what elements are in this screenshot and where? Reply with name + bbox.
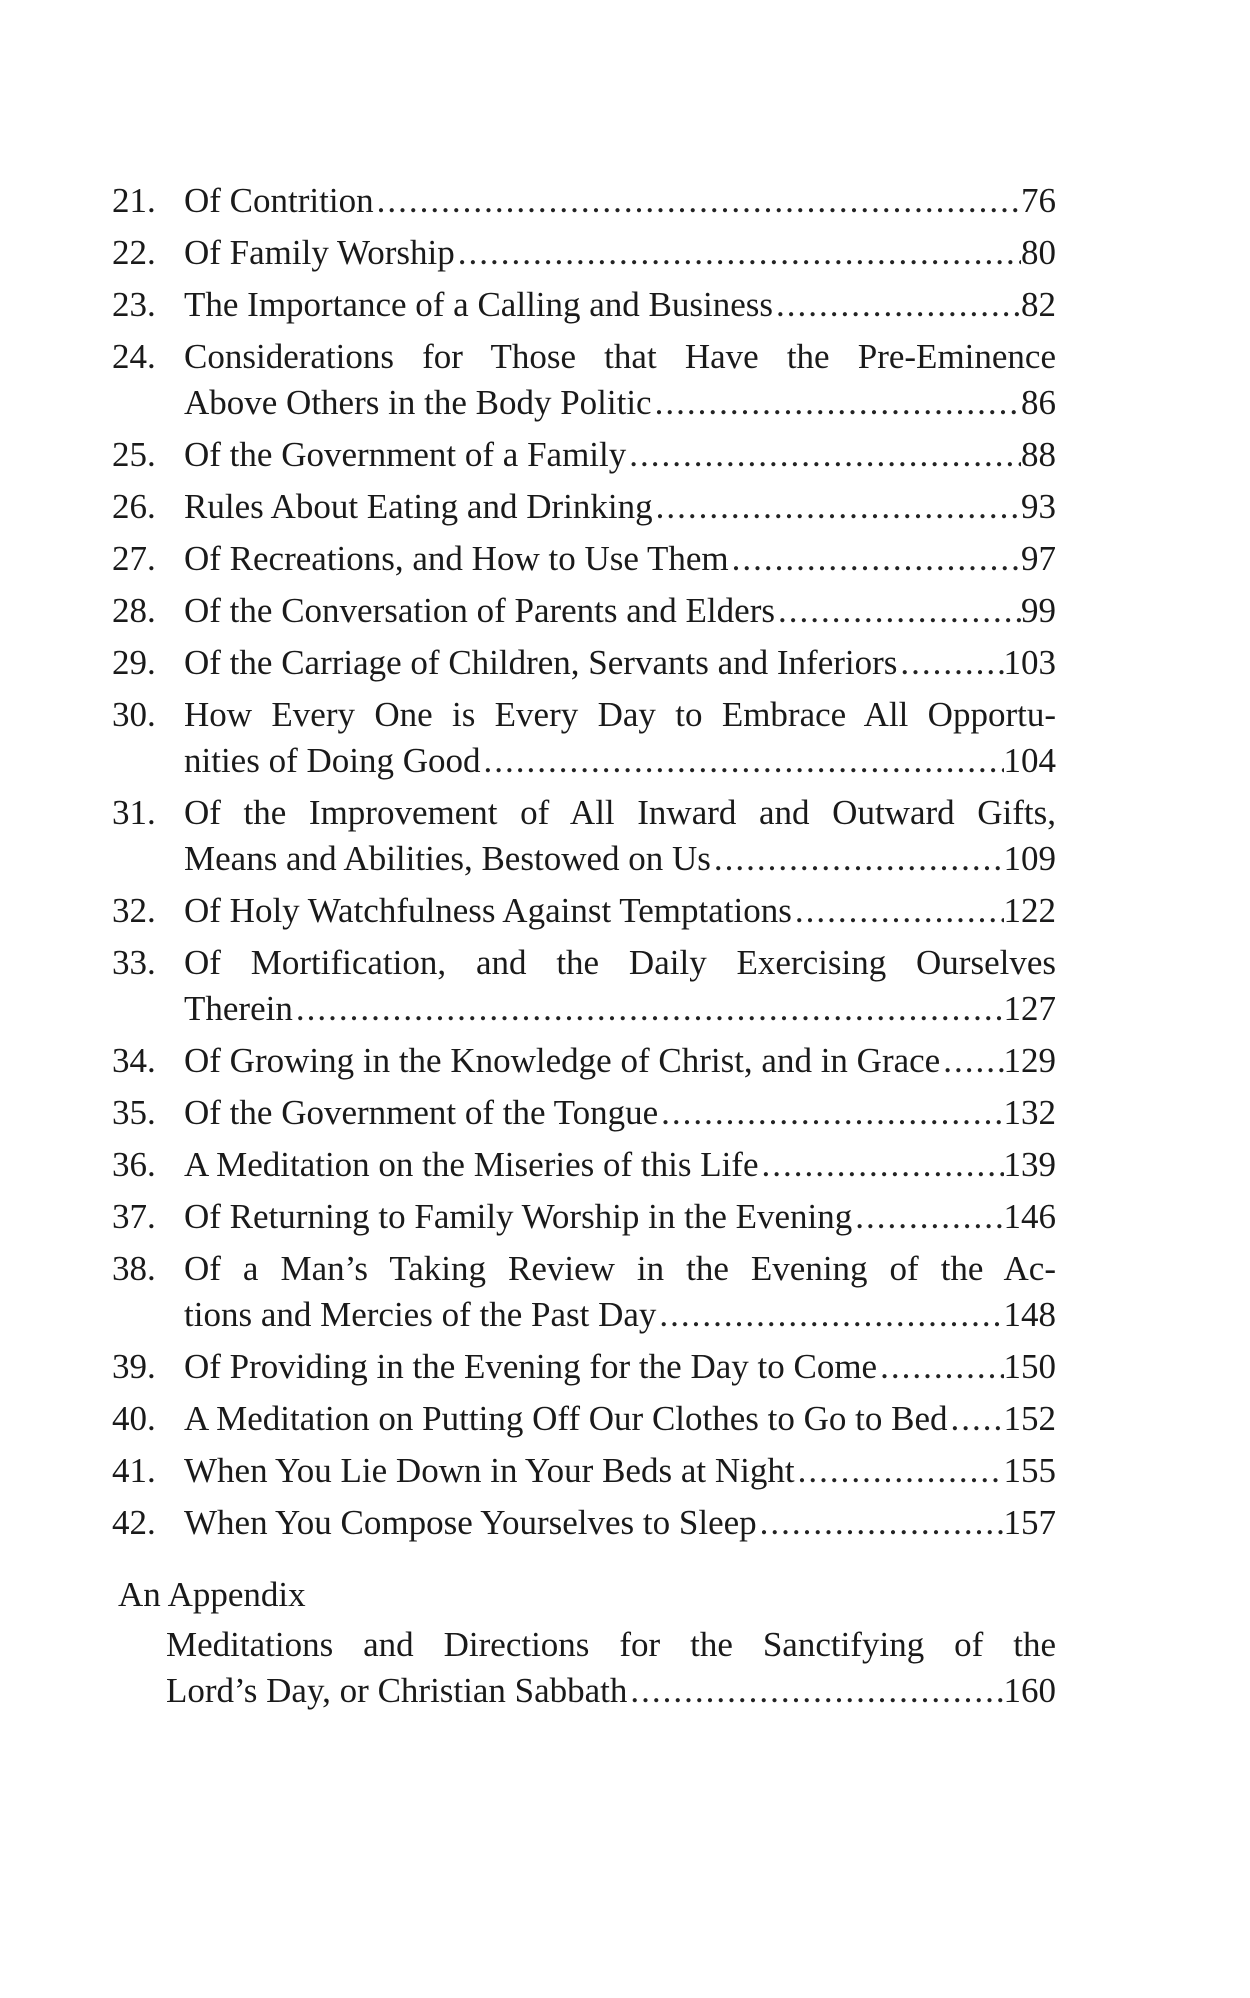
dot-leader: [656, 1292, 1003, 1338]
appendix-heading: An Appendix: [118, 1575, 306, 1614]
dot-leader: [940, 1038, 1003, 1084]
entry-title: Rules About Eating and Drinking: [184, 487, 653, 526]
entry-number: 38.: [112, 1249, 156, 1288]
toc-entry-40: [112, 1396, 1056, 1442]
dot-leader: [627, 1668, 1003, 1714]
dot-leader: [897, 640, 1003, 686]
entry-page-number: 129: [1003, 1041, 1056, 1080]
toc-entry-35: [112, 1090, 1056, 1136]
entry-title: Of Holy Watchfulness Against Temptations: [184, 891, 792, 930]
entry-title: nities of Doing Good: [184, 741, 481, 780]
toc-entry-31: [112, 790, 1056, 882]
entry-number: 34.: [112, 1041, 156, 1080]
entry-page-number: 104: [1003, 741, 1056, 780]
entry-title: Of Family Worship: [184, 233, 455, 272]
toc-entry-26: [112, 484, 1056, 530]
toc-entry-27: [112, 536, 1056, 582]
entry-page-number: 146: [1003, 1197, 1056, 1236]
entry-number: 21.: [112, 181, 156, 220]
entry-number: 40.: [112, 1399, 156, 1438]
entry-title: The Importance of a Calling and Business: [184, 285, 774, 324]
appendix-title-line-1: Meditations and Directions for the Sanctifying of the: [166, 1625, 1056, 1664]
dot-leader: [481, 738, 1004, 784]
dot-leader: [775, 588, 1021, 634]
toc-entry-34: [112, 1038, 1056, 1084]
toc-entry-38: [112, 1246, 1056, 1338]
entry-number: 27.: [112, 539, 156, 578]
entry-number: 29.: [112, 643, 156, 682]
entry-title: Of Providing in the Evening for the Day to Come: [184, 1347, 878, 1386]
toc-entry-37: [112, 1194, 1056, 1240]
entry-number: 23.: [112, 285, 156, 324]
entry-number: 26.: [112, 487, 156, 526]
entry-title: tions and Mercies of the Past Day: [184, 1295, 657, 1334]
entry-page-number: 155: [1003, 1451, 1056, 1490]
entry-title: Of Growing in the Knowledge of Christ, and in Grace: [184, 1041, 941, 1080]
toc-entry-41: [112, 1448, 1056, 1494]
toc-entry-36: [112, 1142, 1056, 1188]
dot-leader: [293, 986, 1004, 1032]
entry-title: Above Others in the Body Politic: [184, 383, 652, 422]
toc-entry-30: [112, 692, 1056, 784]
entry-number: 30.: [112, 695, 156, 734]
entry-title-line-1: Of a Man’s Taking Review in the Evening of the Ac-: [184, 1249, 1056, 1288]
toc-entry-22: [112, 230, 1056, 276]
entry-page-number: 76: [1021, 181, 1056, 220]
dot-leader: [374, 178, 1021, 224]
appendix-section: [118, 1572, 1056, 1714]
dot-leader: [455, 230, 1021, 276]
entry-number: 28.: [112, 591, 156, 630]
entry-number: 25.: [112, 435, 156, 474]
entry-page-number: 127: [1003, 989, 1056, 1028]
dot-leader: [626, 432, 1021, 478]
entry-title: Of the Government of the Tongue: [184, 1093, 659, 1132]
appendix-page-number: 160: [1003, 1671, 1056, 1710]
dot-leader: [653, 484, 1021, 530]
entry-page-number: 122: [1003, 891, 1056, 930]
dot-leader: [652, 380, 1021, 426]
entry-number: 37.: [112, 1197, 156, 1236]
entry-page-number: 82: [1021, 285, 1056, 324]
entry-number: 31.: [112, 793, 156, 832]
entry-number: 22.: [112, 233, 156, 272]
toc-entry-25: [112, 432, 1056, 478]
toc-entry-29: [112, 640, 1056, 686]
dot-leader: [729, 536, 1021, 582]
entry-page-number: 99: [1021, 591, 1056, 630]
toc-entry-39: [112, 1344, 1056, 1390]
toc-entry-28: [112, 588, 1056, 634]
entry-title: When You Lie Down in Your Beds at Night: [184, 1451, 795, 1490]
entry-title: A Meditation on Putting Off Our Clothes to Go to Bed: [184, 1399, 948, 1438]
entry-page-number: 97: [1021, 539, 1056, 578]
entry-page-number: 157: [1003, 1503, 1056, 1542]
entry-number: 39.: [112, 1347, 156, 1386]
dot-leader: [658, 1090, 1003, 1136]
entry-title: Of the Carriage of Children, Servants and Inferiors: [184, 643, 898, 682]
entry-title: Means and Abilities, Bestowed on Us: [184, 839, 711, 878]
toc-entry-32: [112, 888, 1056, 934]
toc-entry-23: [112, 282, 1056, 328]
entry-title-line-1: Of the Improvement of All Inward and Outward Gifts,: [184, 793, 1056, 832]
entry-number: 35.: [112, 1093, 156, 1132]
entry-page-number: 150: [1003, 1347, 1056, 1386]
entry-title: A Meditation on the Miseries of this Life: [184, 1145, 759, 1184]
dot-leader: [852, 1194, 1003, 1240]
entry-title: Of the Government of a Family: [184, 435, 627, 474]
entry-title-line-1: Of Mortification, and the Daily Exercising Ourselves: [184, 943, 1056, 982]
dot-leader: [711, 836, 1004, 882]
entry-title: Of the Conversation of Parents and Elders: [184, 591, 775, 630]
appendix-title: Lord’s Day, or Christian Sabbath: [166, 1671, 628, 1710]
entry-number: 41.: [112, 1451, 156, 1490]
entry-title-line-1: Considerations for Those that Have the Pre-Eminence: [184, 337, 1056, 376]
appendix-entry: [118, 1622, 1056, 1714]
dot-leader: [795, 1448, 1004, 1494]
dot-leader: [773, 282, 1021, 328]
toc-entry-42: [112, 1500, 1056, 1546]
entry-number: 36.: [112, 1145, 156, 1184]
entry-title-line-1: How Every One is Every Day to Embrace All Opportu-: [184, 695, 1056, 734]
entry-page-number: 109: [1003, 839, 1056, 878]
entry-page-number: 93: [1021, 487, 1056, 526]
entry-page-number: 132: [1003, 1093, 1056, 1132]
entry-number: 24.: [112, 337, 156, 376]
entry-number: 32.: [112, 891, 156, 930]
toc-entry-21: [112, 178, 1056, 224]
entry-title: Of Returning to Family Worship in the Evening: [184, 1197, 853, 1236]
entry-page-number: 139: [1003, 1145, 1056, 1184]
entry-page-number: 103: [1003, 643, 1056, 682]
dot-leader: [877, 1344, 1003, 1390]
entry-title: Of Contrition: [184, 181, 374, 220]
dot-leader: [948, 1396, 1004, 1442]
entry-page-number: 148: [1003, 1295, 1056, 1334]
table-of-contents: [112, 178, 1056, 1552]
entry-page-number: 88: [1021, 435, 1056, 474]
dot-leader: [759, 1142, 1004, 1188]
dot-leader: [757, 1500, 1004, 1546]
dot-leader: [792, 888, 1004, 934]
entry-title: When You Compose Yourselves to Sleep: [184, 1503, 757, 1542]
entry-title: Of Recreations, and How to Use Them: [184, 539, 729, 578]
entry-number: 33.: [112, 943, 156, 982]
entry-page-number: 86: [1021, 383, 1056, 422]
toc-entry-24: [112, 334, 1056, 426]
toc-entry-33: [112, 940, 1056, 1032]
entry-page-number: 80: [1021, 233, 1056, 272]
entry-title: Therein: [184, 989, 293, 1028]
entry-page-number: 152: [1003, 1399, 1056, 1438]
entry-number: 42.: [112, 1503, 156, 1542]
